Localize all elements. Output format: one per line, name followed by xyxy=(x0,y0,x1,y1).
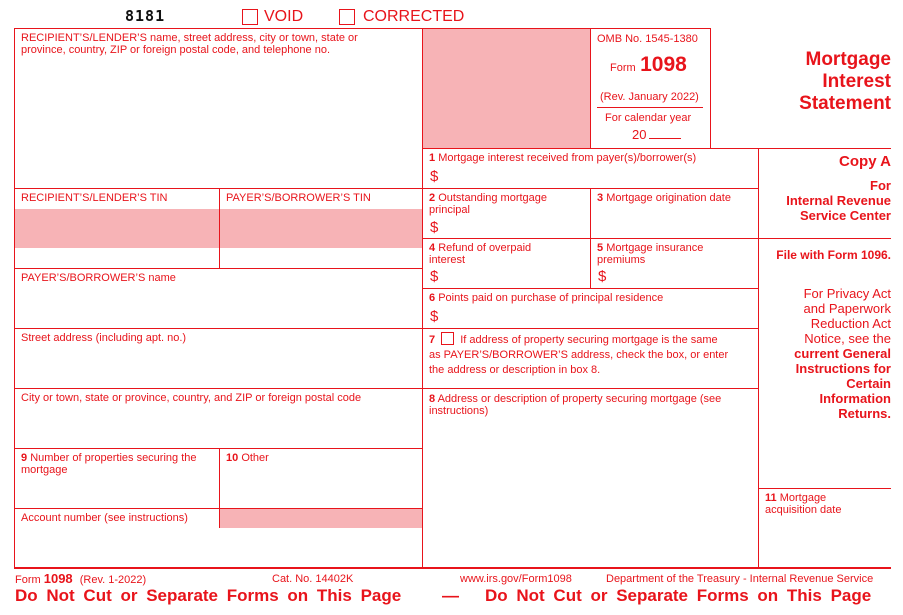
box7-text: as PAYER’S/BORROWER’S address, check the box, or enter xyxy=(429,349,729,361)
form-title xyxy=(740,49,891,115)
box10-number: 10 xyxy=(226,452,239,464)
rule xyxy=(219,448,220,528)
box1-number: 1 xyxy=(429,152,436,164)
box2-dollar: $ xyxy=(430,219,439,236)
box8-text: instructions) xyxy=(429,405,489,417)
omb-divider xyxy=(590,28,591,148)
recipient-tin-label: RECIPIENT’S/LENDER’S TIN xyxy=(21,192,168,204)
corrected-label: CORRECTED xyxy=(363,8,465,25)
box11-label xyxy=(765,492,841,516)
omb-number: OMB No. 1545-1380 xyxy=(597,33,698,45)
box5-text: Mortgage insurance xyxy=(606,242,704,254)
privacy-line: Returns. xyxy=(838,406,891,421)
box11-text: Mortgage xyxy=(779,492,827,504)
privacy-line: current General xyxy=(794,346,891,361)
box7-text: the address or description in box 8. xyxy=(429,364,601,376)
box4-text: Refund of overpaid xyxy=(438,242,532,254)
rule xyxy=(14,188,422,189)
void-checkbox[interactable] xyxy=(242,9,258,25)
rule xyxy=(14,448,422,449)
box3-label xyxy=(597,192,731,204)
center-divider xyxy=(422,28,423,568)
box11-text: acquisition date xyxy=(765,504,842,516)
box9-text: Number of properties securing the xyxy=(30,452,197,464)
box7-label xyxy=(429,332,728,378)
form-prefix: Form xyxy=(610,62,636,74)
rule xyxy=(14,388,422,389)
rule xyxy=(758,488,891,489)
box2-text: Outstanding mortgage xyxy=(438,192,548,204)
box8-number: 8 xyxy=(429,393,436,405)
box1-dollar: $ xyxy=(430,168,439,185)
box10-text: Other xyxy=(241,452,269,464)
copy-for-line: Internal Revenue xyxy=(786,193,891,208)
privacy-line: Information xyxy=(819,391,891,406)
bottom-border xyxy=(14,567,891,569)
box5-number: 5 xyxy=(597,242,604,254)
box7-checkbox[interactable] xyxy=(441,332,454,345)
privacy-line: Certain xyxy=(846,376,891,391)
payer-tin-input[interactable] xyxy=(220,209,423,248)
box5-dollar: $ xyxy=(598,268,607,285)
footer-warning-right: Do Not Cut or Separate Forms on This Page xyxy=(485,586,872,605)
footer-warning-left: Do Not Cut or Separate Forms on This Page xyxy=(15,586,402,605)
box9-label xyxy=(21,452,216,476)
footer-cat-no: Cat. No. 14402K xyxy=(272,573,354,585)
calendar-year-label: For calendar year xyxy=(605,112,692,124)
city-label: City or town, state or province, country, and ZIP or foreign postal code xyxy=(21,392,362,404)
privacy-line: Reduction Act xyxy=(810,316,891,331)
rule xyxy=(14,268,422,269)
privacy-line: and Paperwork xyxy=(803,301,891,316)
recipient-name-line: RECIPIENT’S/LENDER’S name, street address, city or town, state or xyxy=(21,32,358,44)
omb-right-border xyxy=(710,28,711,148)
box8-text: Address or description of property securing mortgage (see xyxy=(437,393,722,405)
box2-number: 2 xyxy=(429,192,436,204)
copy-for-line: For xyxy=(870,178,891,193)
box4-text: interest xyxy=(429,254,466,266)
rule xyxy=(14,508,422,509)
box2-label xyxy=(429,192,584,216)
title-line: Interest xyxy=(822,71,891,92)
box4-number: 4 xyxy=(429,242,436,254)
copy-label: Copy A xyxy=(839,153,891,170)
copy-divider xyxy=(758,148,759,568)
footer-department: Department of the Treasury - Internal Revenue Service xyxy=(606,573,874,585)
rule xyxy=(422,388,758,389)
box9-text: mortgage xyxy=(21,464,68,476)
corrected-checkbox[interactable] xyxy=(339,9,355,25)
void-label: VOID xyxy=(264,8,304,25)
street-label: Street address (including apt. no.) xyxy=(21,332,187,344)
box4-dollar: $ xyxy=(430,268,439,285)
rule xyxy=(597,107,703,108)
form-code: 8181 xyxy=(125,7,166,25)
title-line: Statement xyxy=(799,93,891,114)
footer-form xyxy=(15,571,146,586)
title-line: Mortgage xyxy=(805,49,891,70)
footer-form-prefix: Form xyxy=(15,574,41,586)
box3-text: Mortgage origination date xyxy=(606,192,731,204)
top-border xyxy=(14,28,711,29)
box1-text: Mortgage interest received from payer(s)/borrower(s) xyxy=(438,152,697,164)
copy-for-line: Service Center xyxy=(799,208,891,223)
box4-label xyxy=(429,242,531,266)
privacy-line: For Privacy Act xyxy=(803,286,891,301)
box1-label xyxy=(429,152,696,164)
form-number-line xyxy=(610,53,687,77)
form-number: 1098 xyxy=(640,53,687,76)
footer-revision: (Rev. 1-2022) xyxy=(79,574,147,586)
footer-dash: — xyxy=(442,586,459,605)
rule xyxy=(758,238,891,239)
shaded-area xyxy=(423,29,590,148)
recipient-name-label xyxy=(21,32,358,56)
box8-label xyxy=(429,393,721,417)
box9-number: 9 xyxy=(21,452,28,464)
rule xyxy=(422,148,891,149)
file-with: File with Form 1096. xyxy=(776,248,891,262)
rule xyxy=(219,188,220,268)
footer-form-number: 1098 xyxy=(43,571,73,586)
box10-label xyxy=(226,452,269,464)
box7-number: 7 xyxy=(429,334,436,346)
box6-text: Points paid on purchase of principal residence xyxy=(438,292,664,304)
copy-for xyxy=(762,178,891,223)
footer-url[interactable]: www.irs.gov/Form1098 xyxy=(460,573,572,585)
privacy-notice xyxy=(762,286,891,421)
year-prefix: 20 xyxy=(632,127,647,142)
account-label: Account number (see instructions) xyxy=(21,512,188,524)
rule xyxy=(422,288,758,289)
privacy-line: Instructions for xyxy=(795,361,891,376)
box2-text: principal xyxy=(429,204,470,216)
box6-dollar: $ xyxy=(430,308,439,325)
box6-label xyxy=(429,292,663,304)
payer-tin-label: PAYER’S/BORROWER’S TIN xyxy=(226,192,371,204)
box11-number: 11 xyxy=(765,492,777,504)
calendar-year[interactable] xyxy=(632,127,681,142)
box5-text: premiums xyxy=(597,254,646,266)
box5-label xyxy=(597,242,703,266)
box3-number: 3 xyxy=(597,192,604,204)
recipient-name-line: province, country, ZIP or foreign postal code, and telephone no. xyxy=(21,44,331,56)
box6-number: 6 xyxy=(429,292,436,304)
recipient-tin-input[interactable] xyxy=(15,209,219,248)
box7-text: If address of property securing mortgage is the same xyxy=(460,334,718,346)
left-border xyxy=(14,28,15,568)
rule xyxy=(422,328,758,329)
rule xyxy=(14,328,422,329)
privacy-line: Notice, see the xyxy=(804,331,891,346)
account-number-input[interactable] xyxy=(220,508,423,528)
rule xyxy=(590,188,591,288)
payer-name-label: PAYER’S/BORROWER’S name xyxy=(21,272,176,284)
omb-revision: (Rev. January 2022) xyxy=(600,91,699,103)
